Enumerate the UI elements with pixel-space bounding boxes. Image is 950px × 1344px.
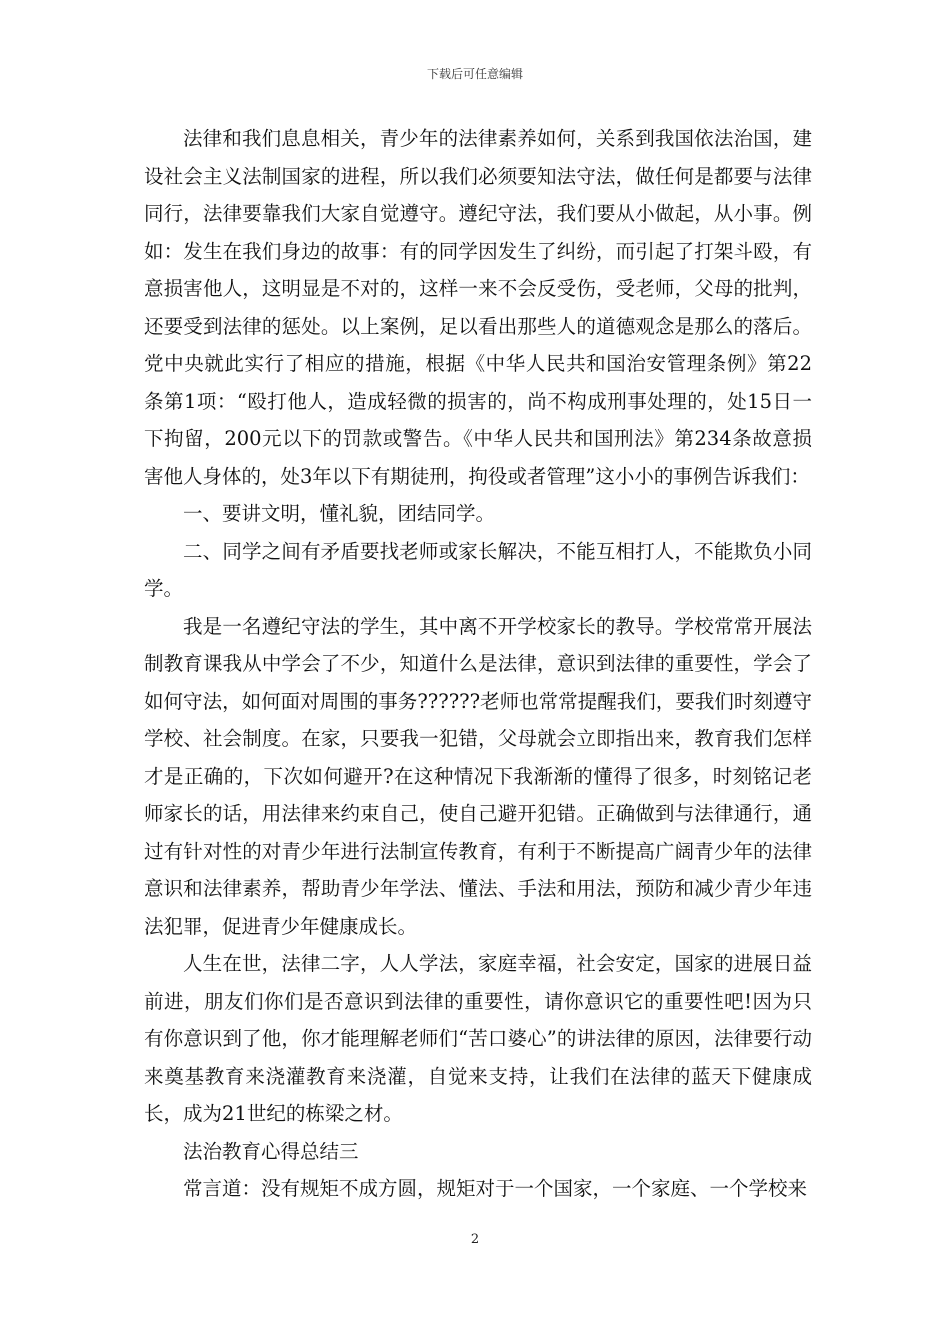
paragraph-common-saying: 常言道：没有规矩不成方圆，规矩对于一个国家，一个家庭、一个学校来 <box>183 1177 808 1200</box>
paragraph-life-and-law: 人生在世，法律二字，人人学法，家庭幸福，社会安定，国家的进展日益前进，朋友们你们是否意识到法律的重要性，请你意识它的重要性吧!因为只有你意识到了他，你才能理解老师们“苦口婆心”的讲法律的原因，法律要行动来奠基教育来浇灌教育来浇灌，自觉来支持，让我们在法律的蓝天下健康成长，成为21世纪的栋梁之材。 <box>144 952 812 1125</box>
page-number: 2 <box>470 1232 480 1247</box>
section-heading: 法治教育心得总结三 <box>183 1139 359 1163</box>
paragraph-law-abiding-student: 我是一名遵纪守法的学生，其中离不开学校家长的教导。学校常常开展法制教育课我从中学会了不少，知道什么是法律，意识到法律的重要性，学会了如何守法，如何面对周围的事务??????老师也常常提醒我们，要我们时刻遵守学校、社会制度。在家，只要我一犯错，父母就会立即指出来，教育我们怎样才是正确的，下次如何避开?在这种情况下我渐渐的懂得了很多，时刻铭记老师家长的话，用法律来约束自己，使自己避开犯错。正确做到与法律通行，通过有针对性的对青少年进行法制宣传教育，有利于不断提高广阔青少年的法律意识和法律素养，帮助青少年学法、懂法、手法和用法，预防和减少青少年违法犯罪，促进青少年健康成长。 <box>144 614 812 938</box>
paragraph-law-and-youth: 法律和我们息息相关，青少年的法律素养如何，关系到我国依法治国，建设社会主义法制国家的进程，所以我们必须要知法守法，做任何是都要与法律同行，法律要靠我们大家自觉遵守。遵纪守法，我们要从小做起，从小事。例如：发生在我们身边的故事：有的同学因发生了纠纷，而引起了打架斗殴，有意损害他人，这明显是不对的，这样一来不会反受伤，受老师，父母的批判，还要受到法律的惩处。以上案例，足以看出那些人的道德观念是那么的落后。党中央就此实行了相应的措施，根据《中华人民共和国治安管理条例》第22条第1项：“殴打他人，造成轻微的损害的，尚不构成刑事处理的，处15日一下拘留，200元以下的罚款或警告。《中华人民共和国刑法》第234条故意损害他人身体的，处3年以下有期徒刑，拘役或者管理”这小小的事例告诉我们： <box>144 127 812 488</box>
paragraph-point-one: 一、要讲文明，懂礼貌，团结同学。 <box>183 502 496 525</box>
page-header: 下载后可任意编辑 <box>426 67 523 81</box>
document-body <box>144 120 812 1208</box>
paragraph-point-two: 二、同学之间有矛盾要找老师或家长解决，不能互相打人，不能欺负小同学。 <box>144 539 812 600</box>
